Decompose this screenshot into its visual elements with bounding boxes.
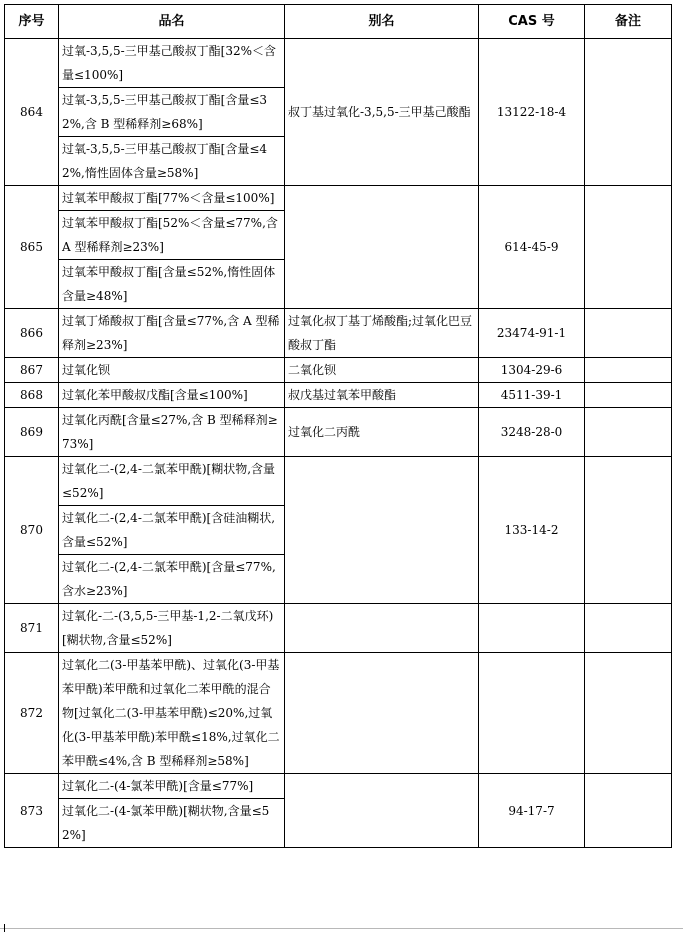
note-cell (585, 457, 672, 604)
alias-cell (285, 774, 479, 848)
table-row (5, 383, 672, 408)
page-corner-mark (4, 924, 5, 932)
table-row (5, 408, 672, 457)
cas-number-cell: 23474-91-1 (479, 309, 585, 358)
product-name-cell: 过氧化二-(4-氯苯甲酰)[糊状物,含量≤52%] (59, 799, 285, 848)
table-row (5, 39, 672, 88)
note-cell (585, 653, 672, 774)
cas-number-cell: 1304-29-6 (479, 358, 585, 383)
cas-number-cell: 3248-28-0 (479, 408, 585, 457)
seq-cell: 871 (5, 604, 59, 653)
product-name-cell: 过氧化二-(2,4-二氯苯甲酰)[糊状物,含量≤52%] (59, 457, 285, 506)
alias-cell: 叔戊基过氧苯甲酸酯 (285, 383, 479, 408)
seq-cell: 869 (5, 408, 59, 457)
product-name-cell: 过氧-3,5,5-三甲基己酸叔丁酯[含量≤42%,惰性固体含量≥58%] (59, 137, 285, 186)
cas-number-cell: 133-14-2 (479, 457, 585, 604)
header-row (5, 5, 672, 39)
seq-cell: 872 (5, 653, 59, 774)
product-name-cell: 过氧-3,5,5-三甲基己酸叔丁酯[32%＜含量≤100%] (59, 39, 285, 88)
cas-number-cell: 94-17-7 (479, 774, 585, 848)
seq-cell: 865 (5, 186, 59, 309)
note-cell (585, 186, 672, 309)
product-name-cell: 过氧-3,5,5-三甲基己酸叔丁酯[含量≤32%,含 B 型稀释剂≥68%] (59, 88, 285, 137)
product-name-cell: 过氧化苯甲酸叔戊酯[含量≤100%] (59, 383, 285, 408)
cas-number-cell (479, 604, 585, 653)
product-name-cell: 过氧丁烯酸叔丁酯[含量≤77%,含 A 型稀释剂≥23%] (59, 309, 285, 358)
product-name-cell: 过氧苯甲酸叔丁酯[77%＜含量≤100%] (59, 186, 285, 211)
note-cell (585, 383, 672, 408)
seq-cell: 866 (5, 309, 59, 358)
note-cell (585, 309, 672, 358)
note-cell (585, 358, 672, 383)
product-name-cell: 过氧化-二-(3,5,5-三甲基-1,2-二氧戊环)[糊状物,含量≤52%] (59, 604, 285, 653)
cas-number-cell: 4511-39-1 (479, 383, 585, 408)
table-row (5, 358, 672, 383)
alias-cell: 过氧化二丙酰 (285, 408, 479, 457)
chemical-list-table (4, 4, 672, 848)
header-cas: CAS 号 (479, 5, 585, 39)
cas-number-cell (479, 653, 585, 774)
header-alias: 别名 (285, 5, 479, 39)
alias-cell: 二氧化钡 (285, 358, 479, 383)
header-note: 备注 (585, 5, 672, 39)
table-row (5, 653, 672, 774)
note-cell (585, 604, 672, 653)
product-name-cell: 过氧苯甲酸叔丁酯[52%＜含量≤77%,含 A 型稀释剂≥23%] (59, 211, 285, 260)
table-body (5, 39, 672, 848)
alias-cell: 叔丁基过氧化-3,5,5-三甲基己酸酯 (285, 39, 479, 186)
note-cell (585, 39, 672, 186)
product-name-cell: 过氧化二-(2,4-二氯苯甲酰)[含硅油糊状,含量≤52%] (59, 506, 285, 555)
cas-number-cell: 614-45-9 (479, 186, 585, 309)
alias-cell (285, 186, 479, 309)
table-row (5, 604, 672, 653)
seq-cell: 870 (5, 457, 59, 604)
header-seq: 序号 (5, 5, 59, 39)
seq-cell: 873 (5, 774, 59, 848)
note-cell (585, 408, 672, 457)
seq-cell: 868 (5, 383, 59, 408)
alias-cell (285, 653, 479, 774)
product-name-cell: 过氧化钡 (59, 358, 285, 383)
table-row (5, 457, 672, 506)
product-name-cell: 过氧化二-(2,4-二氯苯甲酰)[含量≤77%,含水≥23%] (59, 555, 285, 604)
cas-number-cell: 13122-18-4 (479, 39, 585, 186)
note-cell (585, 774, 672, 848)
alias-cell: 过氧化叔丁基丁烯酸酯;过氧化巴豆酸叔丁酯 (285, 309, 479, 358)
table-row (5, 186, 672, 211)
seq-cell: 867 (5, 358, 59, 383)
page-bottom-rule (0, 928, 683, 929)
header-name: 品名 (59, 5, 285, 39)
table-row (5, 309, 672, 358)
table-row (5, 774, 672, 799)
seq-cell: 864 (5, 39, 59, 186)
product-name-cell: 过氧苯甲酸叔丁酯[含量≤52%,惰性固体含量≥48%] (59, 260, 285, 309)
product-name-cell: 过氧化二(3-甲基苯甲酰)、过氧化(3-甲基苯甲酰)苯甲酰和过氧化二苯甲酰的混合物[过氧化二(3-甲基苯甲酰)≤20%,过氧化(3-甲基苯甲酰)苯甲酰≤18%,过氧化二苯甲酰≤4%,含 B 型稀释剂≥58%] (59, 653, 285, 774)
alias-cell (285, 457, 479, 604)
alias-cell (285, 604, 479, 653)
product-name-cell: 过氧化二-(4-氯苯甲酰)[含量≤77%] (59, 774, 285, 799)
product-name-cell: 过氧化丙酰[含量≤27%,含 B 型稀释剂≥73%] (59, 408, 285, 457)
